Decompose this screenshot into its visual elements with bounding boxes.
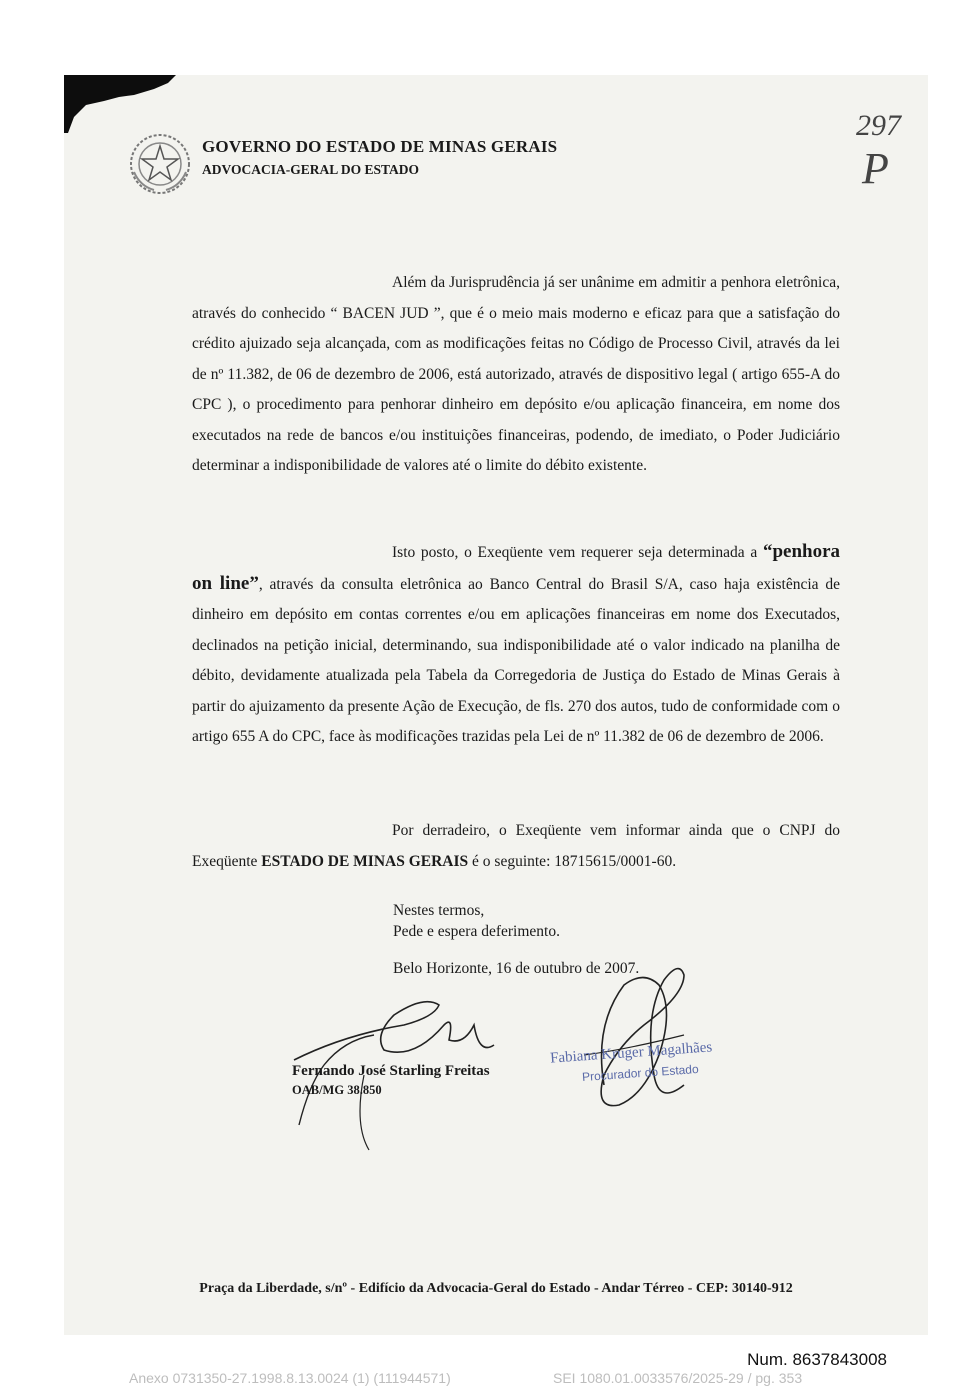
- paragraph-cnpj: Por derradeiro, o Exeqüente vem informar ainda que o CNPJ do Exeqüente ESTADO DE MINAS GERAIS é o seguinte: 18715615/0001-60.: [192, 822, 840, 870]
- agency-subtitle: ADVOCACIA-GERAL DO ESTADO: [202, 162, 420, 177]
- closing-line-2: Pede e espera deferimento.: [393, 923, 560, 940]
- signer-name: Fernando José Starling Freitas: [292, 1063, 490, 1079]
- svg-text:297: 297: [856, 109, 901, 142]
- torn-corner-mark: [64, 75, 179, 133]
- place-date: Belo Horizonte, 16 de outubro de 2007.: [393, 960, 640, 977]
- closing-line-1: Nestes termos,: [393, 902, 485, 919]
- svg-text:P: P: [862, 144, 889, 193]
- stamp-title: Procurador do Estado: [581, 1061, 700, 1085]
- penhora-online-emphasis: “penhora on line”: [192, 541, 841, 594]
- document-number: Num. 8637843008: [747, 1350, 887, 1369]
- handwritten-page-number: [854, 105, 914, 205]
- minas-gerais-crest-icon: [128, 132, 192, 196]
- signer-oab: OAB/MG 38.850: [292, 1083, 382, 1097]
- paragraph-penhora-eletronica: Além da Jurisprudência já ser unânime em admitir a penhora eletrônica, através do conhecido “ BACEN JUD ”, que é o meio mais moderno e eficaz para que a satisfação do crédito ajuizado seja alcançada, com as modificações feitas no Código de Processo Civil, através da lei de nº 11.382, de 06 de dezembro de 2006, está autorizado, através de dispositivo legal ( artigo 655-A do CPC ), o procedimento para penhorar dinheiro em depósito e/ou aplicação financeira, em nome dos executados na rede de bancos e/ou instituições financeiras, podendo, de imediato, o Poder Judiciário determinar a indisponibilidade de valores até o limite do débito existente.: [192, 274, 840, 474]
- annex-reference: Anexo 0731350-27.1998.8.13.0024 (1) (111944571): [129, 1370, 451, 1386]
- footer-address: Praça da Liberdade, s/nº - Edifício da Advocacia-Geral do Estado - Andar Térreo - CEP: 30140-912: [199, 1281, 793, 1296]
- sei-reference: SEI 1080.01.0033576/2025-29 / pg. 353: [553, 1370, 803, 1386]
- exequente-name: ESTADO DE MINAS GERAIS: [261, 852, 469, 870]
- paragraph-pedido-penhora: Isto posto, o Exeqüente vem requerer seja determinada a “penhora on line”, através da consulta eletrônica ao Banco Central do Brasil S/A, caso haja existência de dinheiro em depósito em contas correntes e/ou em aplicações financeiras em nome dos Executados, declinados na petição inicial, determinando, sua indisponibilidade até o valor indicado na planilha de débito, devidamente atualizada pela Tabela da Corregedoria de Justiça do Estado de Minas Gerais à partir do ajuizamento da presente Ação de Execução, de fls. 270 dos autos, tudo de conformidade com o artigo 655 A do CPC, face às modificações trazidas pela Lei de nº 11.382 de 06 de dezembro de 2006.: [192, 541, 841, 745]
- scanned-page: [64, 75, 928, 1335]
- stamp-name: Fabiana Kruger Magalhães: [549, 1039, 713, 1067]
- government-title: GOVERNO DO ESTADO DE MINAS GERAIS: [202, 137, 558, 156]
